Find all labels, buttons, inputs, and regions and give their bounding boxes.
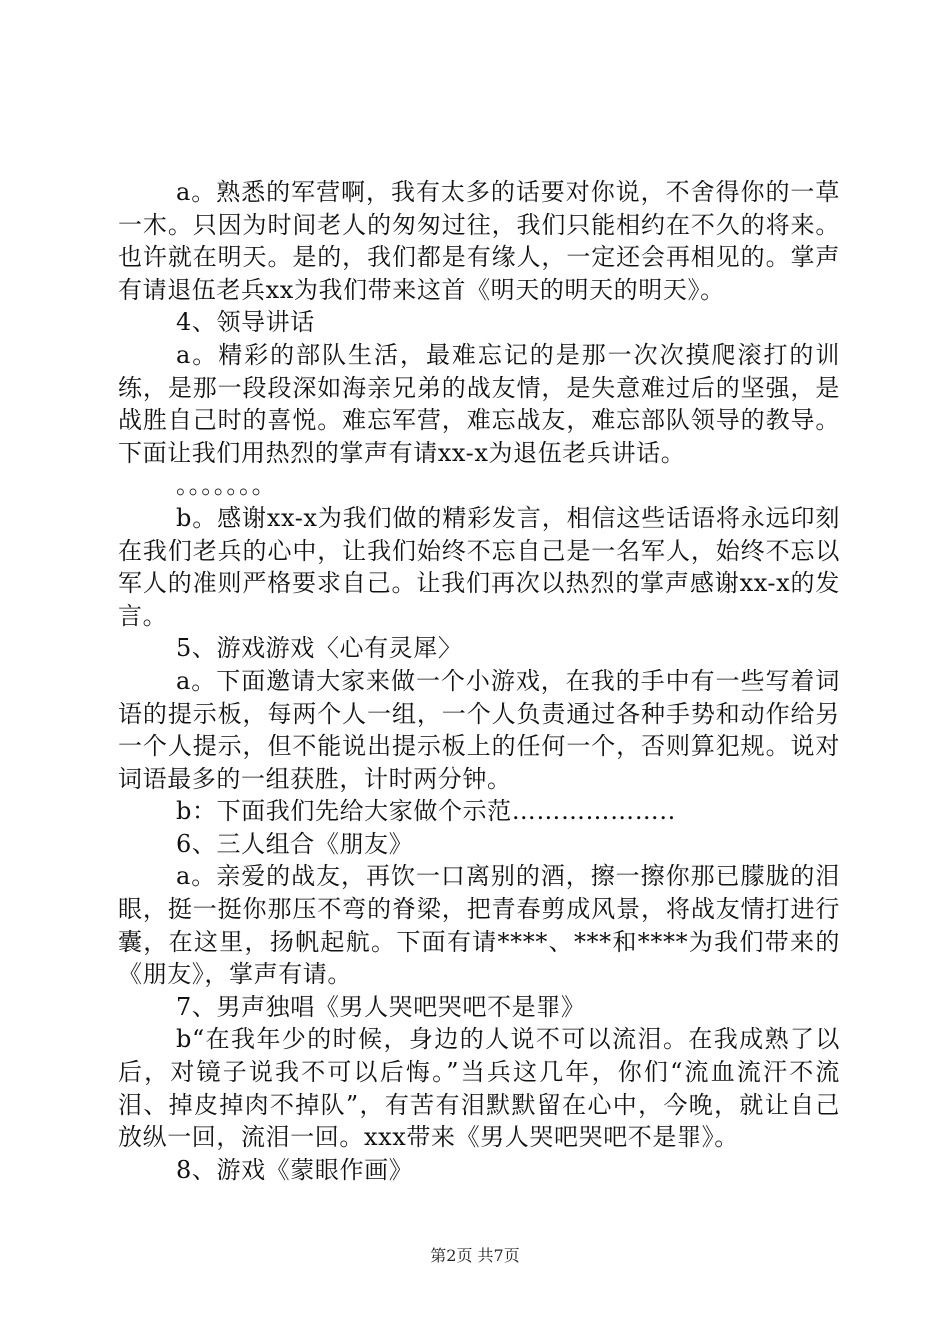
section-heading-trio-friends: 6、三人组合《朋友》 <box>176 829 414 858</box>
document-body <box>118 176 840 1186</box>
paragraph-thanks-speech: b。感谢xx-x为我们做的精彩发言，相信这些话语将永远印刻在我们老兵的心中，让我们始终不忘自己是一名军人，始终不忘以军人的准则严格要求自己。让我们再次以热烈的掌声感谢xx-x的发言。 <box>118 503 840 630</box>
paragraph-leader-speech-intro: a。精彩的部队生活，最难忘记的是那一次次摸爬滚打的训练，是那一段段深如海亲兄弟的战友情，是失意难过后的坚强，是战胜自己时的喜悦。难忘军营，难忘战友，难忘部队领导的教导。下面让我们用热烈的掌声有请xx-x为退伍老兵讲话。 <box>118 340 840 467</box>
section-heading-male-solo: 7、男声独唱《男人哭吧哭吧不是罪》 <box>176 992 586 1021</box>
paragraph-male-solo-intro: b“在我年少的时候，身边的人说不可以流泪。在我成熟了以后，对镜子说我不可以后悔。”当兵这几年，你们“流血流汗不流泪、掉皮掉肉不掉队”，有苦有泪默默留在心中，今晚，就让自己放纵一回，流泪一回。xxx带来《男人哭吧哭吧不是罪》。 <box>118 1025 840 1152</box>
section-heading-blindfold-drawing: 8、游戏《蒙眼作画》 <box>176 1155 414 1184</box>
paragraph-game-rules: a。下面邀请大家来做一个小游戏，在我的手中有一些写着词语的提示板，每两个人一组，一个人负责通过各种手势和动作给另一个人提示，但不能说出提示板上的任何一个，否则算犯规。说对词语最多的一组获胜，计时两分钟。 <box>118 666 840 793</box>
section-heading-leader-speech: 4、领导讲话 <box>176 308 315 337</box>
paragraph-game-demo: b：下面我们先给大家做个示范……………….. <box>176 797 676 826</box>
section-heading-game-telepathy: 5、游戏游戏〈心有灵犀〉 <box>176 634 463 663</box>
paragraph-farewell-camp: a。熟悉的军营啊，我有太多的话要对你说，不舍得你的一草一木。只因为时间老人的匆匆过往，我们只能相约在不久的将来。也许就在明天。是的，我们都是有缘人，一定还会再相见的。掌声有请退伍老兵xx为我们带来这首《明天的明天的明天》。 <box>118 178 840 304</box>
paragraph-ellipsis: 。。。。。。。 <box>176 471 277 500</box>
paragraph-trio-intro: a。亲爱的战友，再饮一口离别的酒，擦一擦你那已朦胧的泪眼，挺一挺你那压不弯的脊梁，把青春剪成风景，将战友情打进行囊，在这里，扬帆起航。下面有请****、***和****为我们带来的《朋友》，掌声有请。 <box>118 862 840 989</box>
page-number-footer: 第2页 共7页 <box>430 1246 520 1265</box>
